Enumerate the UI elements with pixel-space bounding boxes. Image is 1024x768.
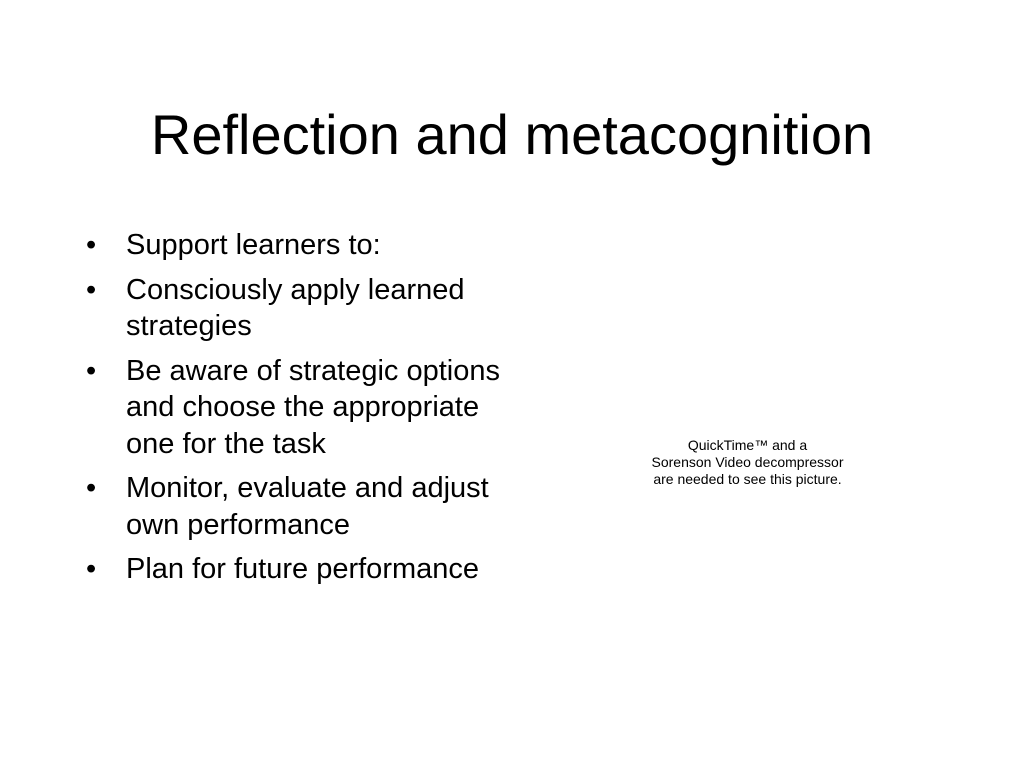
bullet-item (86, 227, 506, 264)
bullet-marker: • (86, 229, 97, 261)
bullet-item (86, 551, 506, 588)
bullet-item (86, 353, 506, 463)
bullet-text: Be aware of strategic options and choose the appropriate one for the task (126, 354, 500, 460)
quicktime-placeholder (620, 437, 875, 488)
bullet-text: Monitor, evaluate and adjust own performance (126, 472, 489, 541)
placeholder-line: QuickTime™ and a (687, 437, 808, 453)
bullet-list (86, 227, 506, 596)
slide-title: Reflection and metacognition (150, 103, 874, 166)
bullet-marker: • (86, 354, 97, 387)
bullet-marker: • (86, 273, 97, 306)
placeholder-line: Sorenson Video decompressor (651, 454, 844, 470)
bullet-marker: • (86, 472, 97, 504)
bullet-text: Support learners to: (126, 229, 381, 261)
placeholder-line: are needed to see this picture. (653, 471, 842, 487)
bullet-text: Plan for future performance (126, 553, 480, 585)
bullet-item (86, 272, 506, 345)
bullet-marker: • (86, 553, 97, 585)
bullet-text: Consciously apply learned strategies (126, 273, 465, 342)
bullet-item (86, 470, 506, 543)
